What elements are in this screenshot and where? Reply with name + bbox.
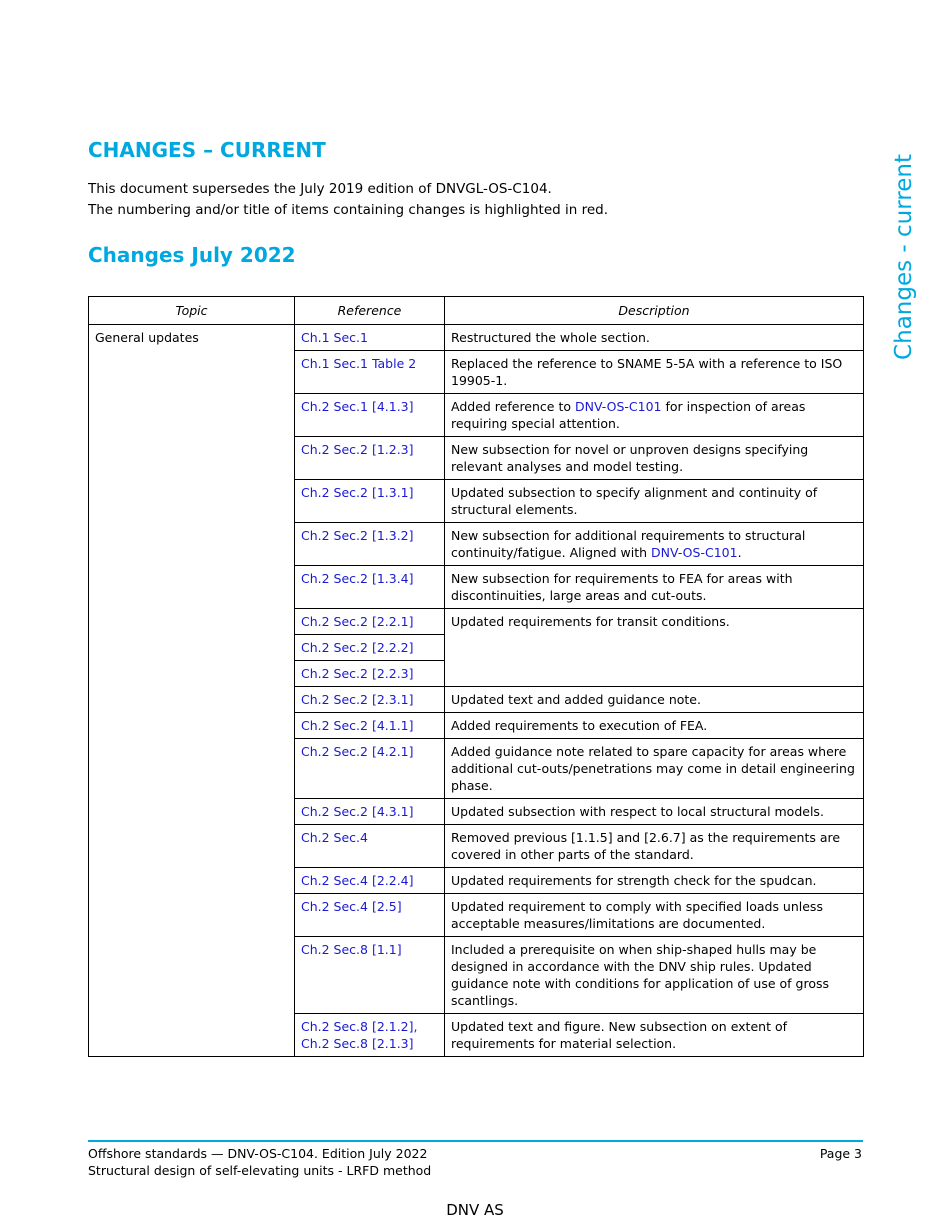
- description-text: .: [737, 545, 742, 560]
- description-cell: Updated subsection with respect to local structural models.: [445, 799, 864, 825]
- reference-link[interactable]: Ch.2 Sec.2 [2.2.3]: [301, 666, 414, 681]
- reference-link[interactable]: Ch.2 Sec.4 [2.5]: [301, 899, 402, 914]
- description-cell: New subsection for requirements to FEA for areas with discontinuities, large areas and cut-outs.: [445, 566, 864, 609]
- section-title: Changes July 2022: [88, 243, 296, 267]
- reference-cell[interactable]: [295, 394, 445, 437]
- reference-link[interactable]: Ch.2 Sec.2 [2.2.1]: [301, 614, 414, 629]
- description-cell: Updated requirements for strength check for the spudcan.: [445, 868, 864, 894]
- reference-cell[interactable]: [295, 687, 445, 713]
- reference-link[interactable]: Ch.2 Sec.2 [4.2.1]: [301, 744, 414, 759]
- intro-text: [88, 179, 608, 221]
- reference-link[interactable]: Ch.2 Sec.4: [301, 830, 368, 845]
- description-cell: Added requirements to execution of FEA.: [445, 713, 864, 739]
- reference-link[interactable]: Ch.1 Sec.1 Table 2: [301, 356, 417, 371]
- publisher-name: DNV AS: [446, 1201, 504, 1219]
- intro-line-supersedes: This document supersedes the July 2019 edition of DNVGL-OS-C104.: [88, 181, 552, 197]
- description-cell: Updated requirements for transit conditions.: [445, 609, 864, 687]
- page-title: CHANGES – CURRENT: [88, 138, 326, 162]
- reference-link[interactable]: Ch.1 Sec.1: [301, 330, 368, 345]
- description-cell: [445, 523, 864, 566]
- reference-cell[interactable]: [295, 799, 445, 825]
- footer-document-info: [88, 1145, 431, 1179]
- description-cell: Restructured the whole section.: [445, 325, 864, 351]
- reference-link[interactable]: Ch.2 Sec.2 [4.1.1]: [301, 718, 414, 733]
- header-reference: Reference: [295, 297, 445, 325]
- description-cell: Updated requirement to comply with specified loads unless acceptable measures/limitations are documented.: [445, 894, 864, 937]
- reference-cell[interactable]: [295, 480, 445, 523]
- description-cell: Updated text and figure. New subsection on extent of requirements for material selection.: [445, 1014, 864, 1057]
- reference-cell[interactable]: [295, 351, 445, 394]
- side-tab: [887, 144, 921, 370]
- header-topic: Topic: [89, 297, 295, 325]
- reference-cell[interactable]: [295, 325, 445, 351]
- standard-link[interactable]: DNV-OS-C101: [574, 399, 662, 414]
- reference-link[interactable]: Ch.2 Sec.2 [1.3.2]: [301, 528, 414, 543]
- reference-link[interactable]: Ch.2 Sec.2 [1.2.3]: [301, 442, 414, 457]
- reference-link[interactable]: Ch.2 Sec.8 [2.1.3]: [301, 1036, 414, 1051]
- description-text: for inspection of areas requiring special attention.: [451, 399, 806, 431]
- description-cell: Updated subsection to specify alignment and continuity of structural elements.: [445, 480, 864, 523]
- reference-cell[interactable]: [295, 937, 445, 1014]
- reference-link[interactable]: Ch.2 Sec.2 [1.3.1]: [301, 485, 414, 500]
- reference-link[interactable]: Ch.2 Sec.8 [1.1]: [301, 942, 402, 957]
- changes-table: [88, 296, 864, 1057]
- reference-cell[interactable]: [295, 661, 445, 687]
- reference-link[interactable]: Ch.2 Sec.2 [4.3.1]: [301, 804, 414, 819]
- side-tab-label: Changes - current: [891, 154, 917, 360]
- description-cell: [445, 394, 864, 437]
- footer-divider: [88, 1140, 863, 1142]
- reference-link[interactable]: Ch.2 Sec.2 [1.3.4]: [301, 571, 414, 586]
- description-text: Added reference to: [451, 399, 575, 414]
- reference-cell[interactable]: [295, 635, 445, 661]
- reference-cell[interactable]: [295, 894, 445, 937]
- reference-cell[interactable]: [295, 566, 445, 609]
- description-cell: New subsection for novel or unproven designs specifying relevant analyses and model testing.: [445, 437, 864, 480]
- reference-cell[interactable]: [295, 713, 445, 739]
- reference-cell[interactable]: [295, 1014, 445, 1057]
- footer-title-line: Structural design of self-elevating units - LRFD method: [88, 1163, 432, 1178]
- topic-cell: General updates: [89, 325, 295, 1057]
- reference-cell[interactable]: [295, 523, 445, 566]
- reference-cell[interactable]: [295, 437, 445, 480]
- description-cell: Added guidance note related to spare capacity for areas where additional cut-outs/penetrations may come in detail engineering phase.: [445, 739, 864, 799]
- reference-cell[interactable]: [295, 825, 445, 868]
- reference-link[interactable]: Ch.2 Sec.1 [4.1.3]: [301, 399, 414, 414]
- standard-link[interactable]: DNV-OS-C101: [651, 545, 738, 560]
- reference-link[interactable]: Ch.2 Sec.2 [2.3.1]: [301, 692, 414, 707]
- description-cell: Removed previous [1.1.5] and [2.6.7] as the requirements are covered in other parts of the standard.: [445, 825, 864, 868]
- table-row: [89, 325, 864, 351]
- reference-link[interactable]: Ch.2 Sec.4 [2.2.4]: [301, 873, 414, 888]
- table-header-row: [89, 297, 864, 325]
- intro-line-highlight-note: The numbering and/or title of items containing changes is highlighted in red.: [88, 202, 609, 218]
- description-cell: Included a prerequisite on when ship-shaped hulls may be designed in accordance with the DNV ship rules. Updated guidance note with conditions for application of use of gross scantlings.: [445, 937, 864, 1014]
- description-text: New subsection for additional requirements to structural continuity/fatigue. Aligned with: [451, 528, 806, 560]
- reference-cell[interactable]: [295, 868, 445, 894]
- reference-cell[interactable]: [295, 609, 445, 635]
- reference-cell[interactable]: [295, 739, 445, 799]
- header-description: Description: [445, 297, 864, 325]
- description-cell: Updated text and added guidance note.: [445, 687, 864, 713]
- reference-link[interactable]: Ch.2 Sec.8 [2.1.2],: [301, 1019, 418, 1034]
- footer-page-number: Page 3: [819, 1146, 862, 1161]
- reference-link[interactable]: Ch.2 Sec.2 [2.2.2]: [301, 640, 414, 655]
- footer-standard-line: Offshore standards — DNV-OS-C104. Edition July 2022: [88, 1146, 428, 1161]
- description-cell: Replaced the reference to SNAME 5-5A with a reference to ISO 19905-1.: [445, 351, 864, 394]
